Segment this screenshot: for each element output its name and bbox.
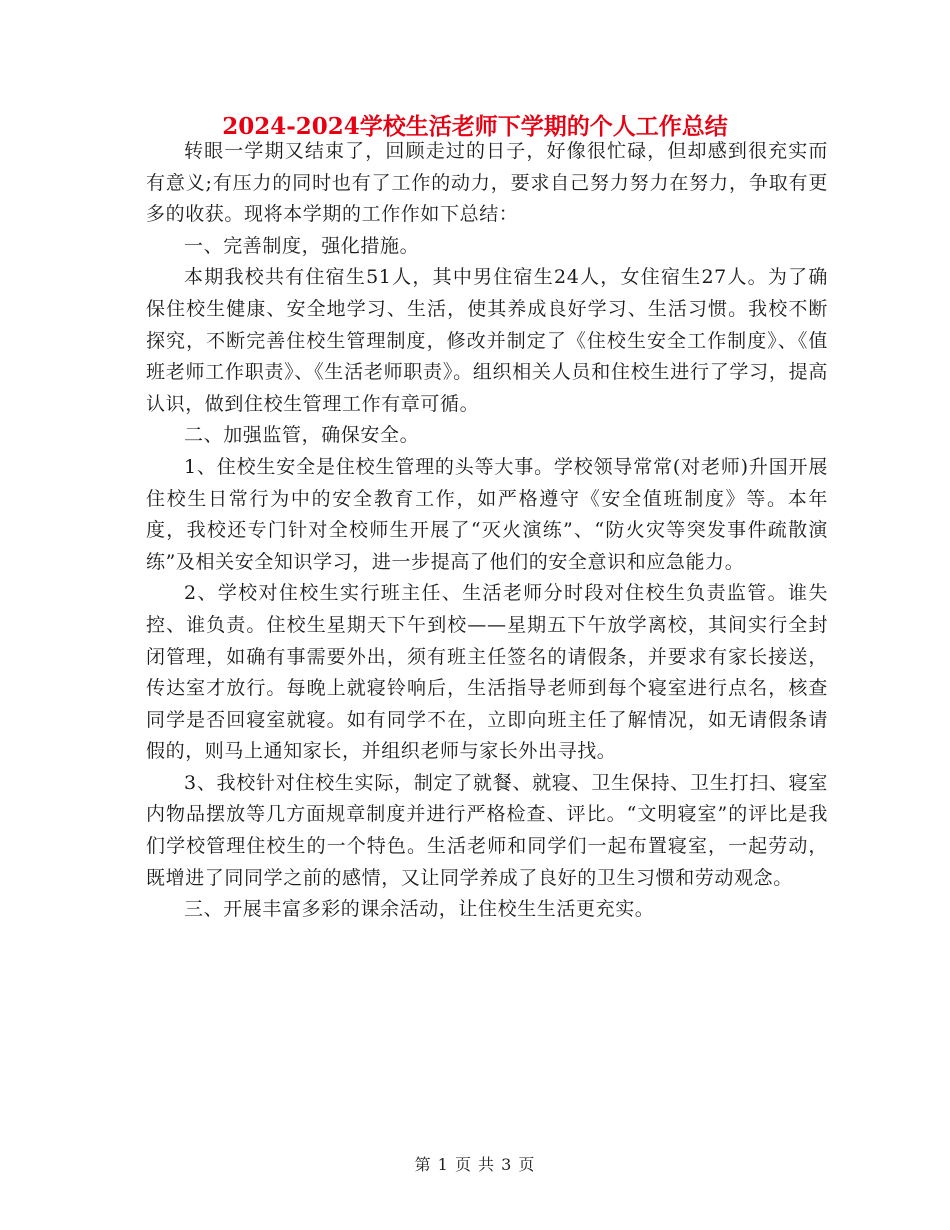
paragraph-supervision-2: 2、学校对住校生实行班主任、生活老师分时段对住校生负责监管。谁失控、谁负责。住校生星期天下午到校——星期五下午放学离校，其间实行全封闭管理，如确有事需要外出，须有班主任签名的请假条，并要求有家长接送，传达室才放行。每晚上就寝铃响后，生活指导老师到每个寝室进行点名，核查同学是否回寝室就寝。如有同学不在，立即向班主任了解情况，如无请假条请假的，则马上通知家长，并组织老师与家长外出寻找。	[146, 582, 828, 763]
document-body	[146, 136, 828, 926]
paragraph-safety-1: 1、住校生安全是住校生管理的头等大事。学校领导常常(对老师)升国开展住校生日常行为中的安全教育工作，如严格遵守《安全值班制度》等。本年度，我校还专门针对全校师生开展了“灭火演练”、“防火灾等突发事件疏散演练”及相关安全知识学习，进一步提高了他们的安全意识和应急能力。	[146, 455, 828, 573]
paragraph-rules-3: 3、我校针对住校生实际，制定了就餐、就寝、卫生保持、卫生打扫、寝室内物品摆放等几方面规章制度并进行严格检查、评比。“文明寝室”的评比是我们学校管理住校生的一个特色。生活老师和同学们一起布置寝室，一起劳动，既增进了同同学之前的感情，又让同学养成了良好的卫生习惯和劳动观念。	[146, 771, 828, 889]
section-heading-1: 一、完善制度，强化措施。	[184, 234, 420, 257]
paragraph-dormitory-count: 本期我校共有住宿生51人，其中男住宿生24人，女住宿生27人。为了确保住校生健康、安全地学习、生活，使其养成良好学习、生活习惯。我校不断探究，不断完善住校生管理制度，修改并制定了《住校生安全工作制度》、《值班老师工作职责》、《生活老师职责》。组织相关人员和住校生进行了学习，提高认识，做到住校生管理工作有章可循。	[146, 266, 828, 415]
section-heading-2: 二、加强监管，确保安全。	[184, 424, 420, 447]
page-number-footer: 第 1 页 共 3 页	[414, 1155, 536, 1174]
paragraph-intro: 转眼一学期又结束了，回顾走过的日子，好像很忙碌，但却感到很充实而有意义;有压力的同时也有了工作的动力，要求自己努力努力在努力，争取有更多的收获。现将本学期的工作作如下总结：	[146, 140, 828, 226]
document-title: 2024-2024学校生活老师下学期的个人工作总结	[222, 113, 728, 140]
section-heading-3: 三、开展丰富多彩的课余活动，让住校生生活更充实。	[184, 898, 655, 921]
